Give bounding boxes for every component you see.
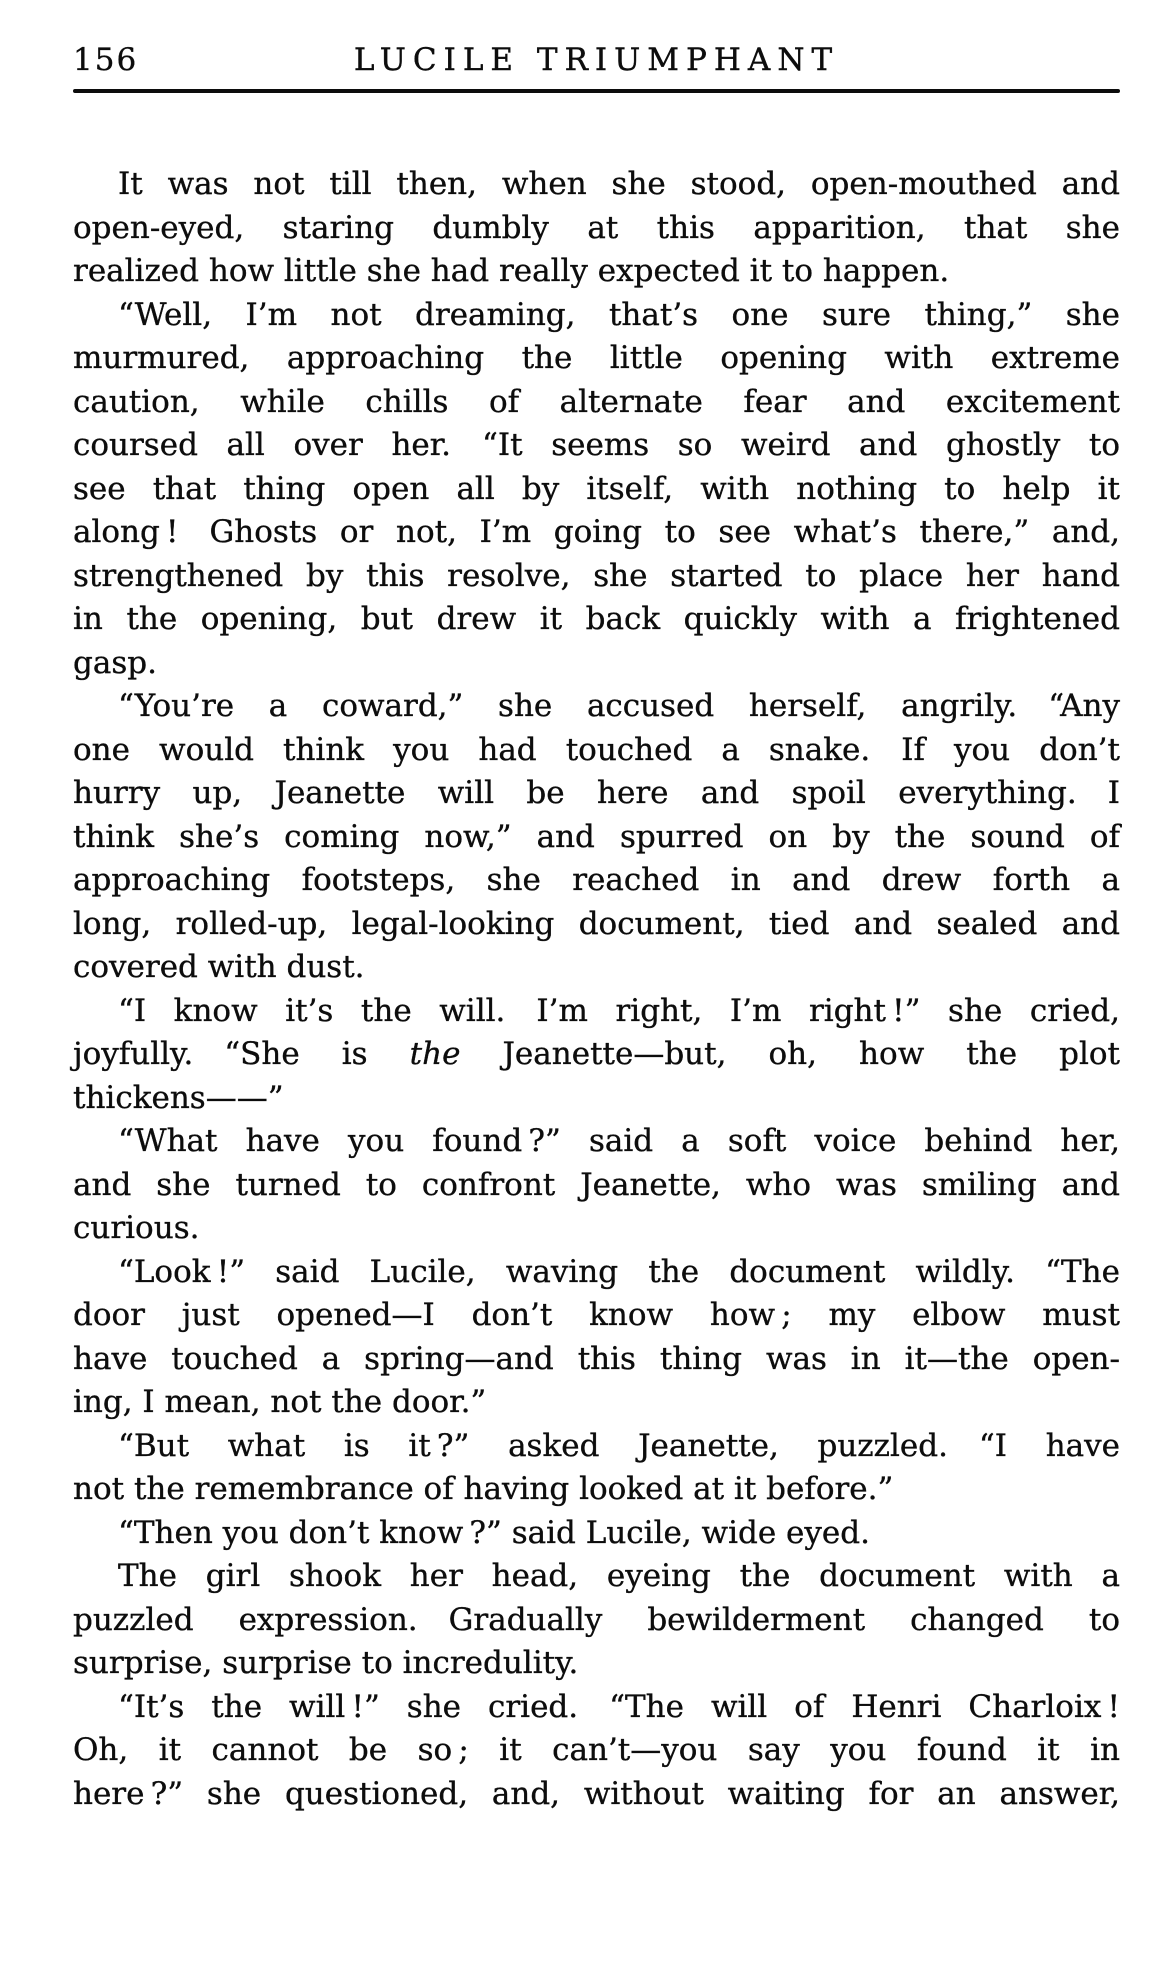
text-line: and she turned to confront Jeanette, who was smiling and	[73, 1166, 1120, 1203]
text-line: “It’s the will !” she cried. “The will of Henri Charloix !	[118, 1688, 1120, 1725]
text-line: have touched a spring—and this thing was in it—the open-	[73, 1340, 1120, 1377]
page-number: 156	[73, 42, 139, 78]
paragraph	[73, 1512, 1120, 1556]
text-line: “But what is it ?” asked Jeanette, puzzled. “I have	[118, 1427, 1120, 1464]
paragraph	[73, 1120, 1120, 1251]
page-body	[73, 163, 1120, 1816]
text-line: ing, I mean, not the door.”	[73, 1384, 487, 1420]
text-line: “Then you don’t know ?” said Lucile, wide eyed.	[118, 1514, 870, 1551]
text-line: “You’re a coward,” she accused herself, angrily. “Any	[118, 688, 1120, 724]
text-line: coursed all over her. “It seems so weird and ghostly to	[73, 427, 1120, 463]
text-line: not the remembrance of having looked at it before.”	[73, 1471, 894, 1507]
text-line: along ! Ghosts or not, I’m going to see what’s there,” and,	[73, 514, 1120, 550]
text-line: covered with dust.	[73, 949, 365, 985]
text-line: gasp.	[73, 644, 157, 681]
text-line: caution, while chills of alternate fear and excitement	[73, 383, 1120, 420]
paragraph	[73, 1251, 1120, 1425]
text-line: “I know it’s the will. I’m right, I’m right !” she cried,	[118, 992, 1120, 1029]
text-line: It was not till then, when she stood, open-mouthed and	[118, 166, 1120, 202]
text-line: approaching footsteps, she reached in and drew forth a	[73, 862, 1120, 898]
paragraph	[73, 294, 1120, 686]
text-line: door just opened—I don’t know how ; my elbow must	[73, 1297, 1120, 1333]
text-line: in the opening, but drew it back quickly with a frightened	[73, 601, 1120, 637]
running-title: LUCILE TRIUMPHANT	[353, 42, 840, 78]
paragraph	[73, 1686, 1120, 1817]
text-line: long, rolled-up, legal-looking document, tied and sealed and	[73, 905, 1120, 942]
text-line: joyfully. “She is the Jeanette—but, oh, how the plot	[73, 1036, 1120, 1072]
text-line: “What have you found ?” said a soft voice behind her,	[118, 1123, 1120, 1159]
header-rule	[73, 89, 1120, 93]
text-line: strengthened by this resolve, she started to place her hand	[73, 557, 1120, 594]
text-line: see that thing open all by itself, with nothing to help it	[73, 470, 1120, 507]
text-line: here ?” she questioned, and, without waiting for an answer,	[73, 1775, 1120, 1812]
paragraph	[73, 685, 1120, 990]
text-line: curious.	[73, 1210, 200, 1246]
text-line: thickens——”	[73, 1079, 284, 1116]
text-line: realized how little she had really expected it to happen.	[73, 253, 950, 289]
paragraph	[73, 163, 1120, 294]
paragraph	[73, 1555, 1120, 1686]
text-line: murmured, approaching the little opening with extreme	[73, 340, 1120, 376]
text-line: “Well, I’m not dreaming, that’s one sure thing,” she	[118, 296, 1120, 333]
text-line: open-eyed, staring dumbly at this apparition, that she	[73, 209, 1120, 246]
text-line: “Look !” said Lucile, waving the document wildly. “The	[118, 1253, 1120, 1290]
text-line: surprise, surprise to incredulity.	[73, 1645, 579, 1681]
text-line: Oh, it cannot be so ; it can’t—you say you found it in	[73, 1732, 1120, 1768]
text-line: The girl shook her head, eyeing the document with a	[118, 1558, 1120, 1594]
text-line: hurry up, Jeanette will be here and spoil everything. I	[73, 775, 1120, 811]
page-header	[73, 42, 1120, 80]
text-line: think she’s coming now,” and spurred on by the sound of	[73, 818, 1120, 855]
text-line: puzzled expression. Gradually bewilderment changed to	[73, 1601, 1120, 1638]
text-line: one would think you had touched a snake. If you don’t	[73, 731, 1120, 768]
paragraph	[73, 990, 1120, 1121]
paragraph	[73, 1425, 1120, 1512]
